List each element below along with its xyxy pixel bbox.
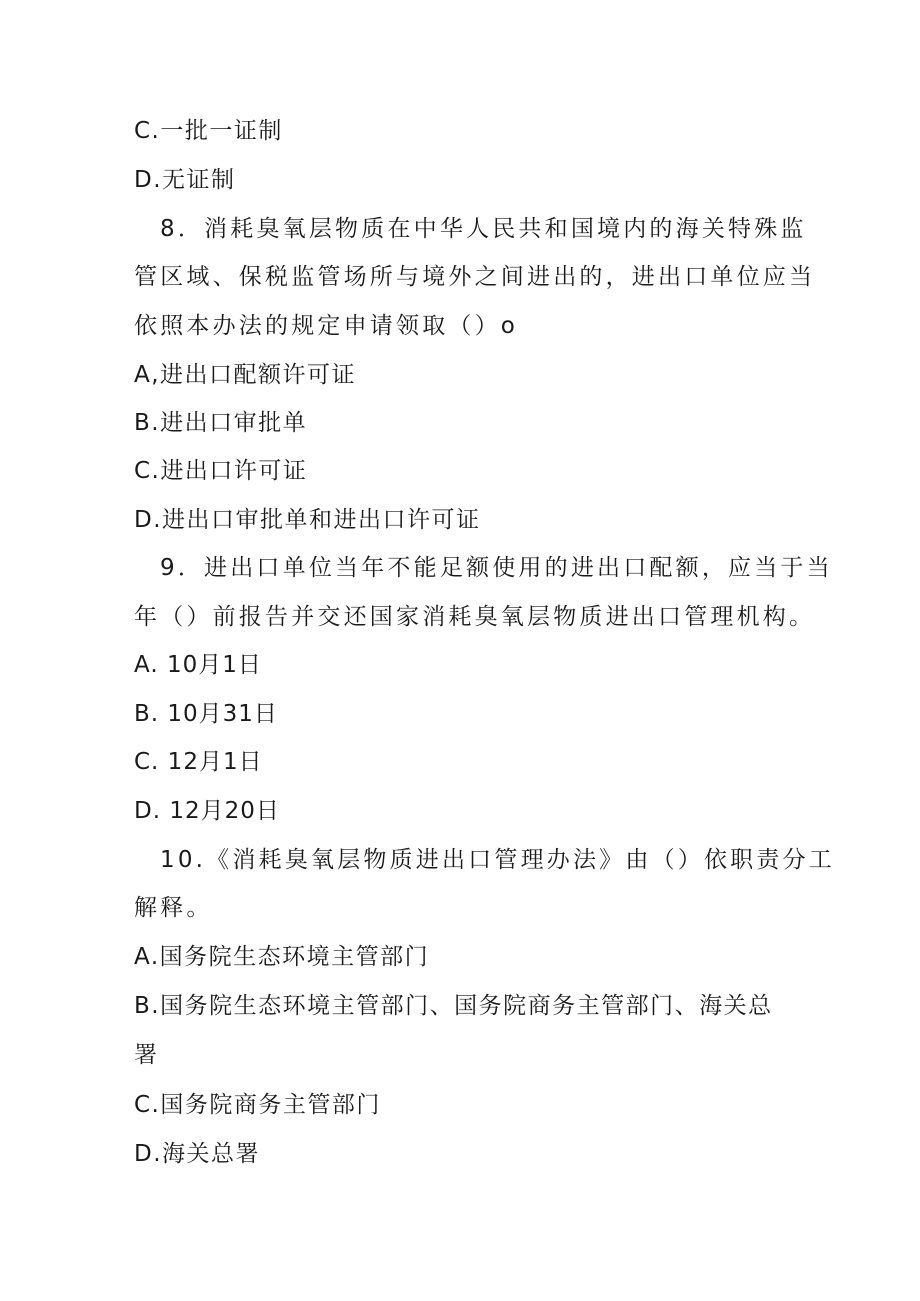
- question-9-line-1: 9．进出口单位当年不能足额使用的进出口配额，应当于当: [160, 555, 833, 581]
- option-c: C.一批一证制: [134, 118, 283, 144]
- question-10-option-b-line-2: 署: [134, 1042, 159, 1068]
- question-8-line-1: 8．消耗臭氧层物质在中华人民共和国境内的海关特殊监: [160, 216, 807, 242]
- question-10-line-2: 解释。: [134, 895, 213, 921]
- question-8-option-c: C.进出口许可证: [134, 458, 308, 484]
- question-9-option-b: B. 10月31日: [134, 701, 278, 727]
- option-d: D.无证制: [134, 167, 236, 193]
- question-9-option-a: A. 10月1日: [134, 652, 262, 678]
- question-10-option-c: C.国务院商务主管部门: [134, 1092, 381, 1118]
- question-8-option-a: A,进出口配额许可证: [134, 362, 357, 388]
- question-9-option-c: C. 12月1日: [134, 749, 263, 775]
- question-10-option-b-line-1: B.国务院生态环境主管部门、国务院商务主管部门、海关总: [134, 993, 773, 1019]
- question-8-line-2: 管区域、保税监管场所与境外之间进出的，进出口单位应当: [134, 264, 816, 290]
- question-10-line-1: 10.《消耗臭氧层物质进出口管理办法》由（）依职责分工: [160, 847, 835, 873]
- question-8-line-3: 依照本办法的规定申请领取（）o: [134, 313, 519, 339]
- question-9-option-d: D. 12月20日: [134, 798, 280, 824]
- question-8-option-b: B.进出口审批单: [134, 410, 308, 436]
- question-8-option-d: D.进出口审批单和进出口许可证: [134, 507, 481, 533]
- question-10-option-a: A.国务院生态环境主管部门: [134, 944, 430, 970]
- question-9-line-2: 年（）前报告并交还国家消耗臭氧层物质进出口管理机构。: [134, 604, 816, 630]
- question-10-option-d: D.海关总署: [134, 1141, 261, 1167]
